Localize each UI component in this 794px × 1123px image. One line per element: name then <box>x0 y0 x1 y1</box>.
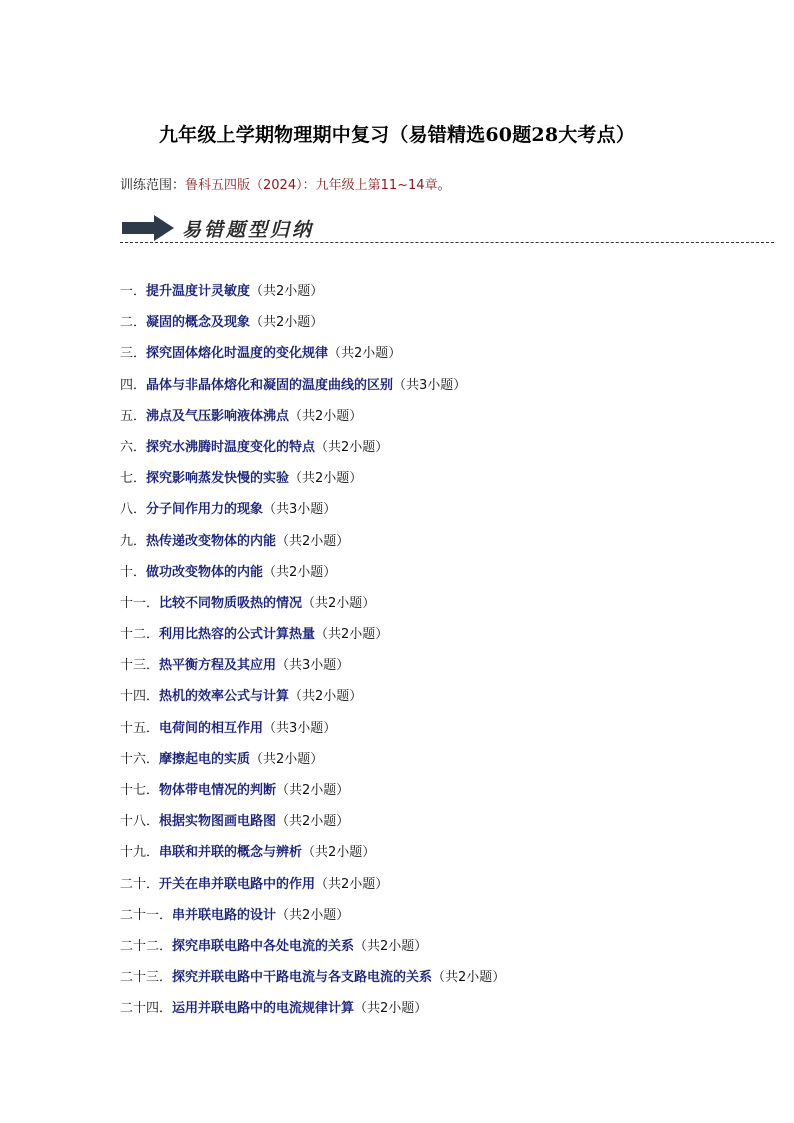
topic-item <box>120 376 505 407</box>
topic-count: （共2小题） <box>302 595 376 611</box>
topic-count: （共2小题） <box>289 689 363 705</box>
topic-count: （共2小题） <box>328 346 402 362</box>
topic-item <box>120 594 505 625</box>
topic-text: 探究并联电路中干路电流与各支路电流的关系 <box>172 970 433 986</box>
topic-count: （共2小题） <box>250 315 324 331</box>
topic-item <box>120 875 505 906</box>
topic-item <box>120 812 505 843</box>
topic-text: 运用并联电路中的电流规律计算 <box>172 1001 355 1017</box>
topic-count: （共2小题） <box>315 439 389 455</box>
topic-count: （共2小题） <box>276 533 350 549</box>
topic-number: 十． <box>120 564 147 580</box>
topic-count: （共3小题） <box>393 377 467 393</box>
topic-item <box>120 625 505 656</box>
topic-count: （共2小题） <box>250 284 324 299</box>
topic-text: 晶体与非晶体熔化和凝固的温度曲线的区别 <box>146 377 394 393</box>
topic-text: 比较不同物质吸热的情况 <box>159 595 303 611</box>
topic-text: 电荷间的相互作用 <box>159 720 264 736</box>
topic-number: 十七． <box>120 783 160 798</box>
scope-value: 鲁科五四版（2024）：九年级上第11~14章 <box>185 178 438 193</box>
topic-count: （共2小题） <box>263 564 337 580</box>
topic-item <box>120 532 505 563</box>
topic-text: 热机的效率公式与计算 <box>159 689 290 705</box>
topic-list <box>120 282 505 1031</box>
topic-text: 利用比热容的公式计算热量 <box>159 627 316 643</box>
topic-count: （共3小题） <box>263 502 337 518</box>
topic-item <box>120 438 505 469</box>
training-scope <box>120 174 451 193</box>
topic-text: 凝固的概念及现象 <box>146 315 251 331</box>
topic-number: 十一． <box>120 595 160 611</box>
topic-number: 三． <box>120 346 147 362</box>
topic-text: 热传递改变物体的内能 <box>146 533 277 549</box>
topic-number: 二十一． <box>120 907 173 923</box>
topic-count: （共2小题） <box>276 814 350 830</box>
topic-number: 二十二． <box>120 938 173 954</box>
topic-item <box>120 843 505 874</box>
topic-number: 七． <box>120 471 147 487</box>
topic-count: （共3小题） <box>276 658 350 674</box>
topic-number: 二十四． <box>120 1001 173 1017</box>
topic-number: 四． <box>120 377 147 393</box>
topic-number: 十五． <box>120 720 160 736</box>
topic-item <box>120 906 505 937</box>
scope-label: 训练范围： <box>120 178 186 193</box>
topic-text: 分子间作用力的现象 <box>146 502 264 518</box>
topic-number: 一． <box>120 284 147 299</box>
topic-number: 十八． <box>120 814 160 830</box>
topic-number: 八． <box>120 502 147 518</box>
topic-item <box>120 469 505 500</box>
topic-item <box>120 282 505 313</box>
topic-item <box>120 407 505 438</box>
topic-item <box>120 687 505 718</box>
section-banner <box>120 213 774 247</box>
topic-number: 六． <box>120 439 147 455</box>
topic-item <box>120 781 505 812</box>
banner-divider <box>120 242 774 243</box>
topic-text: 提升温度计灵敏度 <box>146 284 251 299</box>
topic-number: 十二． <box>120 627 160 643</box>
topic-number: 九． <box>120 533 147 549</box>
topic-number: 十九． <box>120 845 160 861</box>
topic-text: 根据实物图画电路图 <box>159 814 277 830</box>
topic-item <box>120 563 505 594</box>
topic-item <box>120 500 505 531</box>
topic-count: （共2小题） <box>315 627 389 643</box>
topic-item <box>120 937 505 968</box>
topic-count: （共3小题） <box>263 720 337 736</box>
page-title: 九年级上学期物理期中复习（易错精选60题28大考点） <box>158 124 636 146</box>
topic-text: 做功改变物体的内能 <box>146 564 264 580</box>
banner-title: 易错题型归纳 <box>182 219 315 241</box>
topic-count: （共2小题） <box>315 876 389 892</box>
topic-text: 串并联电路的设计 <box>172 907 277 923</box>
topic-number: 十六． <box>120 751 160 767</box>
topic-item <box>120 719 505 750</box>
topic-text: 物体带电情况的判断 <box>159 783 277 798</box>
topic-count: （共2小题） <box>302 845 376 861</box>
topic-number: 二十三． <box>120 970 173 986</box>
topic-count: （共2小题） <box>289 408 363 424</box>
topic-count: （共2小题） <box>250 751 324 767</box>
topic-count: （共2小题） <box>354 1001 428 1017</box>
topic-number: 十四． <box>120 689 160 705</box>
topic-text: 探究串联电路中各处电流的关系 <box>172 938 355 954</box>
topic-number: 二． <box>120 315 147 331</box>
topic-text: 串联和并联的概念与辨析 <box>159 845 303 861</box>
arrow-right-icon <box>120 213 176 243</box>
topic-text: 摩擦起电的实质 <box>159 751 251 767</box>
topic-item <box>120 656 505 687</box>
topic-text: 热平衡方程及其应用 <box>159 658 277 674</box>
topic-count: （共2小题） <box>276 907 350 923</box>
topic-text: 沸点及气压影响液体沸点 <box>146 408 290 424</box>
topic-item <box>120 344 505 375</box>
topic-text: 开关在串并联电路中的作用 <box>159 876 316 892</box>
topic-count: （共2小题） <box>432 970 506 986</box>
topic-count: （共2小题） <box>276 783 350 798</box>
scope-end: 。 <box>437 178 451 193</box>
topic-item <box>120 313 505 344</box>
topic-text: 探究水沸腾时温度变化的特点 <box>146 439 316 455</box>
topic-count: （共2小题） <box>289 471 363 487</box>
topic-item <box>120 750 505 781</box>
topic-count: （共2小题） <box>354 938 428 954</box>
topic-text: 探究影响蒸发快慢的实验 <box>146 471 290 487</box>
topic-text: 探究固体熔化时温度的变化规律 <box>146 346 329 362</box>
topic-number: 十三． <box>120 658 160 674</box>
topic-item <box>120 999 505 1030</box>
topic-number: 二十． <box>120 876 160 892</box>
topic-item <box>120 968 505 999</box>
topic-number: 五． <box>120 408 147 424</box>
